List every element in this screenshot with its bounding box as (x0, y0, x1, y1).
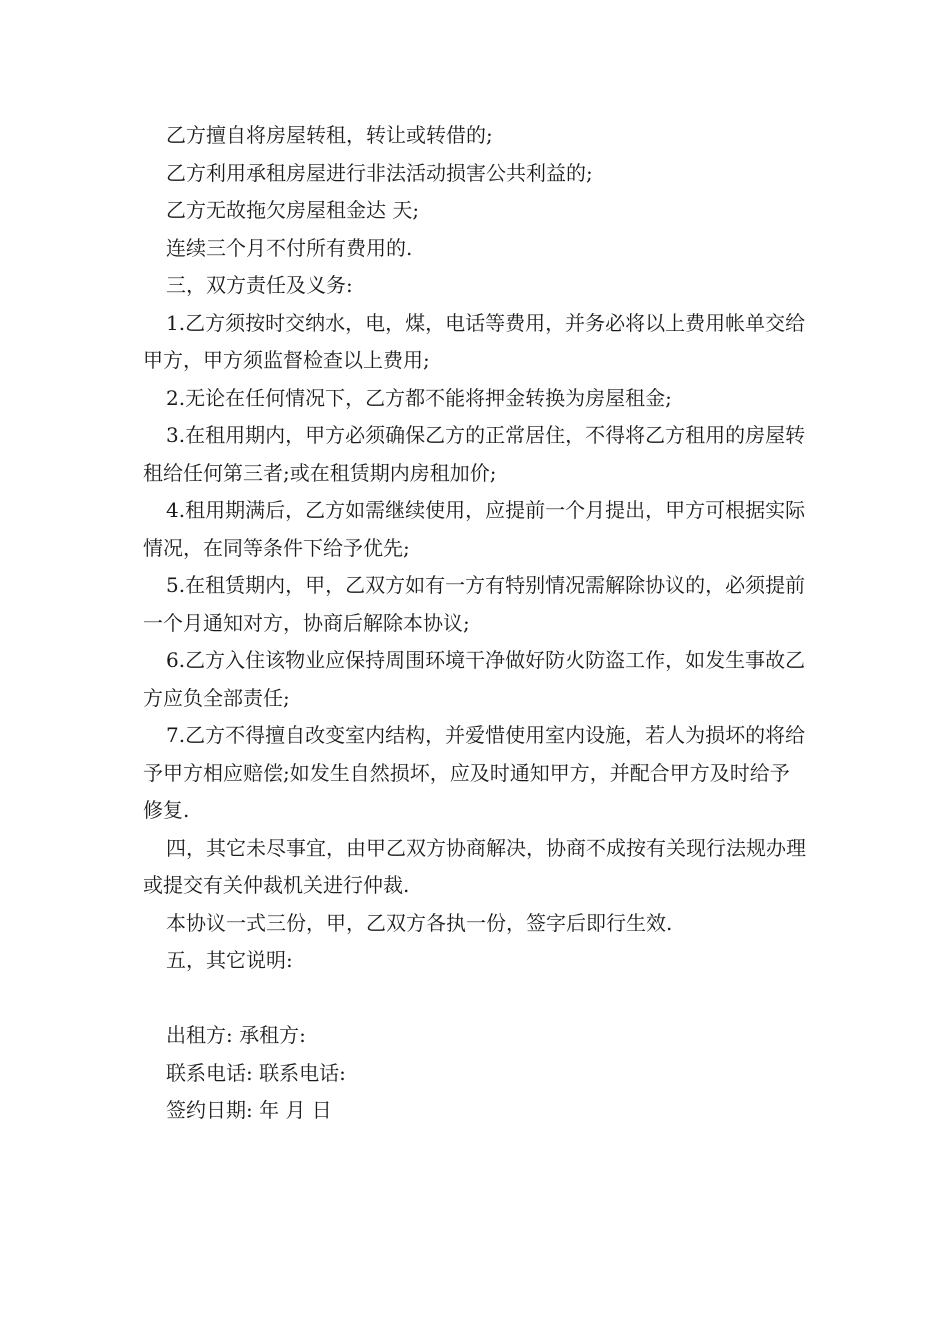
obligation-item-7: 7.乙方不得擅自改变室内结构，并爱惜使用室内设施，若人为损坏的将给予甲方相应赔偿;如发生自然损坏，应及时通知甲方，并配合甲方及时给予修复. (143, 723, 806, 822)
obligation-item-2: 2.无论在任何情况下，乙方都不能将押金转换为房屋租金; (166, 385, 672, 410)
copies-clause: 本协议一式三份，甲，乙双方各执一份，签字后即行生效. (166, 910, 673, 935)
clause-illegal-use: 乙方利用承租房屋进行非法活动损害公共利益的; (166, 160, 593, 185)
signature-parties: 出租方: 承租方: (166, 1023, 306, 1047)
obligation-item-1: 1.乙方须按时交纳水，电，煤，电话等费用，并务必将以上费用帐单交给甲方，甲方须监督检查以上费用; (143, 310, 806, 372)
clause-unpaid-fees: 连续三个月不付所有费用的. (166, 235, 413, 260)
clause-sublet: 乙方擅自将房屋转租，转让或转借的; (166, 123, 493, 147)
obligation-item-6: 6.乙方入住该物业应保持周围环境干净做好防火防盗工作，如发生事故乙方应负全部责任; (143, 648, 806, 710)
signature-date: 签约日期: 年 月 日 (166, 1098, 332, 1122)
signature-phones: 联系电话: 联系电话: (166, 1060, 346, 1085)
section-other-matters: 四，其它未尽事宜，由甲乙双方协商解决，协商不成按有关现行法规办理或提交有关仲裁机关进行仲裁. (143, 835, 806, 897)
obligation-item-3: 3.在租用期内，甲方必须确保乙方的正常居住，不得将乙方租用的房屋转租给任何第三者;或在租赁期内房租加价; (143, 423, 806, 485)
clause-rent-arrears: 乙方无故拖欠房屋租金达 天; (166, 198, 420, 222)
document-body (143, 117, 809, 1130)
section-other-notes: 五，其它说明: (166, 948, 293, 972)
obligation-item-4: 4.租用期满后，乙方如需继续使用，应提前一个月提出，甲方可根据实际情况，在同等条件下给予优先; (143, 498, 806, 560)
section-heading-obligations: 三，双方责任及义务: (166, 273, 353, 297)
obligation-item-5: 5.在租赁期内，甲，乙双方如有一方有特别情况需解除协议的，必须提前一个月通知对方，协商后解除本协议; (143, 573, 806, 635)
blank-line (143, 980, 809, 1018)
